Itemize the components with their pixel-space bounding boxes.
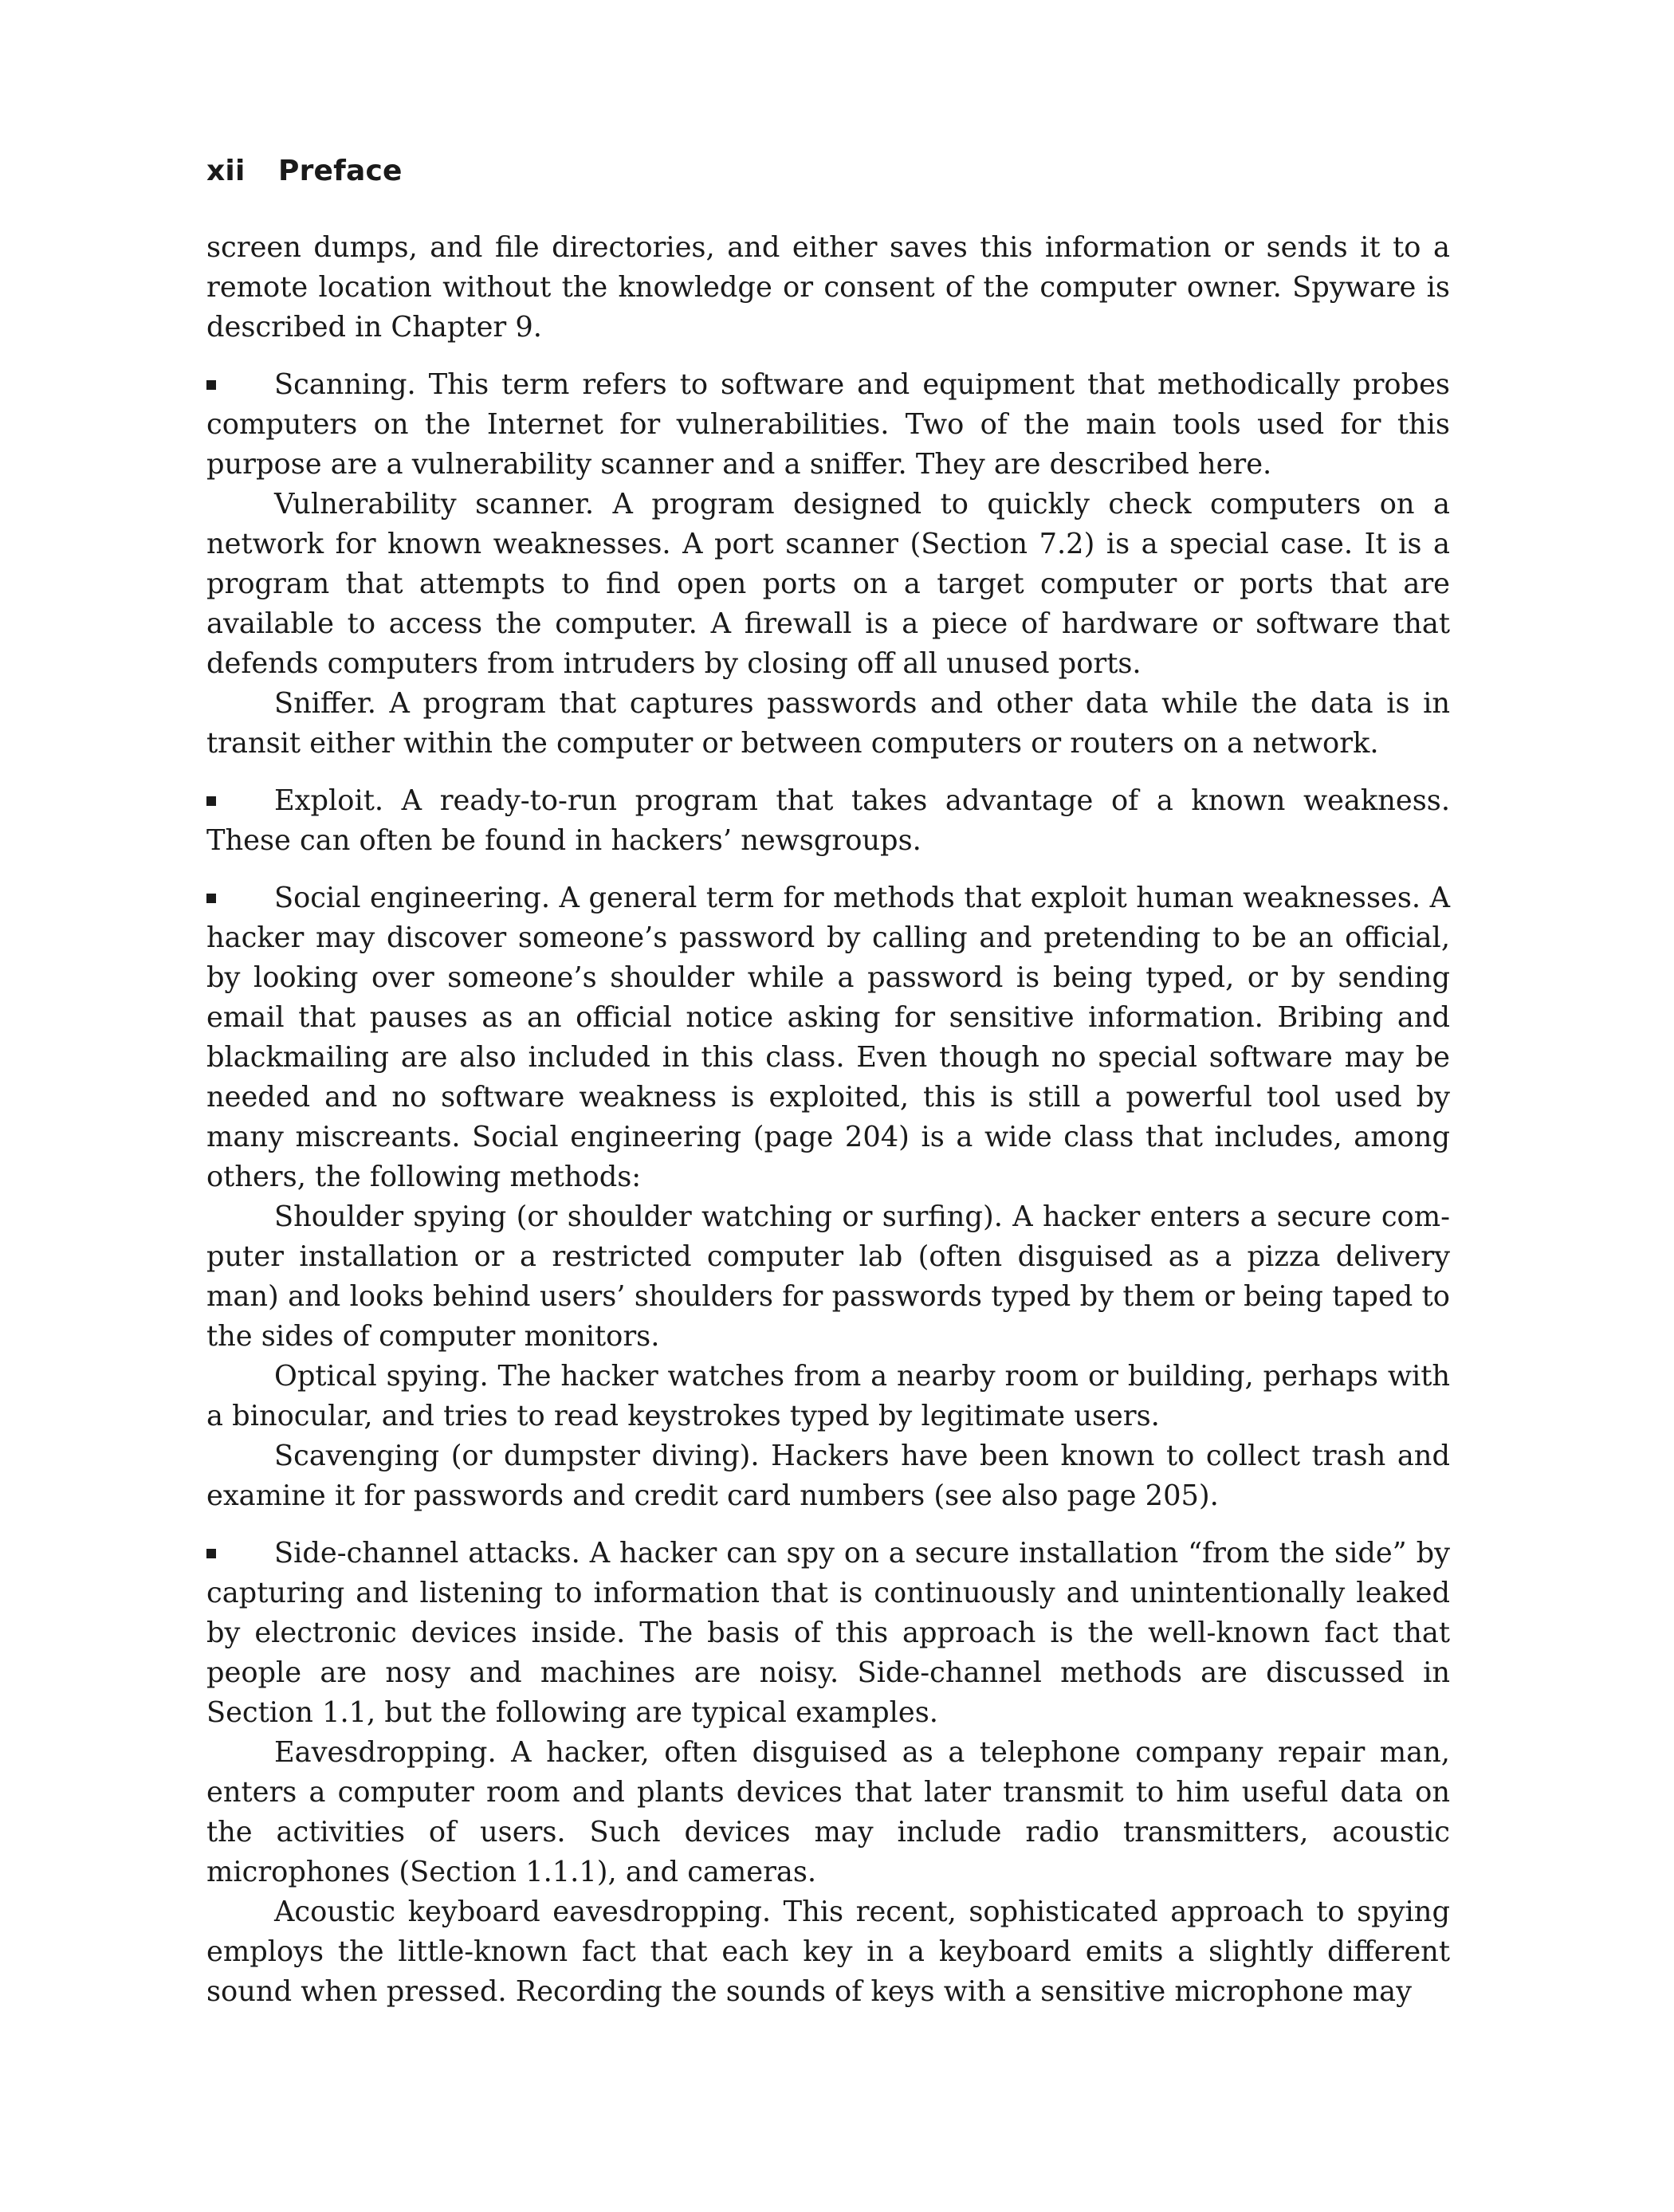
bullet-item-exploit — [206, 781, 1450, 861]
bullet-marker-icon — [206, 796, 216, 806]
paragraph-optical-spying: Optical spying. The hacker watches from a nearby room or building, perhaps with a binocular, and tries to read keystrokes typed by legitimate users. — [206, 1360, 1450, 1432]
paragraph-acoustic-keyboard-eavesdropping: Acoustic keyboard eavesdropping. This recent, sophisticated approach to spying employs the little-known fact that each key in a keyboard emits a slightly different sound when pressed. Recording the sounds of keys with a sensitive microphone may — [206, 1896, 1450, 2008]
bullet-marker-icon — [206, 380, 216, 390]
bullet-marker-icon — [206, 1549, 216, 1558]
paragraph-vulnerability-scanner: Vulnerability scanner. A program designed to quickly check computers on a network for known weaknesses. A port scanner (Section 7.2) is a special case. It is a program that attempts to find open ports on a target computer or ports that are available to access the computer. A firewall is a piece of hardware or software that defends computers from intruders by closing off all unused ports. — [206, 488, 1450, 680]
paragraph-shoulder-spying: Shoulder spying (or shoulder watching or surfing). A hacker enters a secure computer installation or a restricted computer lab (often disguised as a pizza delivery man) and looks behind users’ shoulders for passwords typed by them or being taped to the sides of computer monitors. — [206, 1200, 1450, 1353]
running-title: Preface — [278, 155, 403, 187]
bullet-item-side-channel-attacks — [206, 1534, 1450, 1733]
body-text — [206, 228, 1450, 2012]
paragraph-exploit: Exploit. A ready-to-run program that takes advantage of a known weakness. These can often be found in hackers’ newsgroups. — [206, 784, 1450, 857]
book-page — [206, 151, 1450, 2012]
bullet-item-scanning — [206, 365, 1450, 485]
paragraph-scavenging: Scavenging (or dumpster diving). Hackers have been known to collect trash and examine it for passwords and credit card numbers (see also page 205). — [206, 1440, 1450, 1512]
paragraph-scanning: Scanning. This term refers to software and equipment that methodically probes computers on the Internet for vulnerabilities. Two of the main tools used for this purpose are a vulnerability scanner and a sniffer. They are described here. — [206, 368, 1450, 481]
page-number: xii — [206, 155, 246, 187]
bullet-marker-icon — [206, 894, 216, 903]
bullet-item-social-engineering — [206, 878, 1450, 1197]
paragraph-sniffer: Sniffer. A program that captures passwords and other data while the data is in transit either within the computer or between computers or routers on a network. — [206, 687, 1450, 760]
running-header — [206, 151, 1450, 191]
paragraph-spyware-continued: screen dumps, and file directories, and either saves this information or sends it to a remote location without the knowledge or consent of the computer owner. Spyware is described in Chapter 9. — [206, 231, 1450, 344]
paragraph-eavesdropping: Eavesdropping. A hacker, often disguised as a telephone company repair man, enters a computer room and plants devices that later transmit to him useful data on the activities of users. Such devices may include radio transmitters, acoustic microphones (Section 1.1.1), and cameras. — [206, 1736, 1450, 1888]
paragraph-social-engineering: Social engineering. A general term for methods that exploit human weaknesses. A hacker may discover someone’s password by calling and pretending to be an official, by looking over someone’s shoulder while a password is being typed, or by sending email that pauses as an official notice asking for sensitive information. Bribing and blackmailing are also included in this class. Even though no special software may be needed and no software weakness is exploited, this is still a powerful tool used by many miscreants. Social engineering (page 204) is a wide class that includes, among others, the following methods: — [206, 882, 1450, 1193]
paragraph-side-channel-attacks: Side-channel attacks. A hacker can spy on a secure installation “from the side” by capturing and listening to information that is continuously and unintentionally leaked by electronic devices inside. The basis of this approach is the well-known fact that people are nosy and machines are noisy. Side-channel methods are discussed in Section 1.1, but the following are typical examples. — [206, 1537, 1450, 1729]
